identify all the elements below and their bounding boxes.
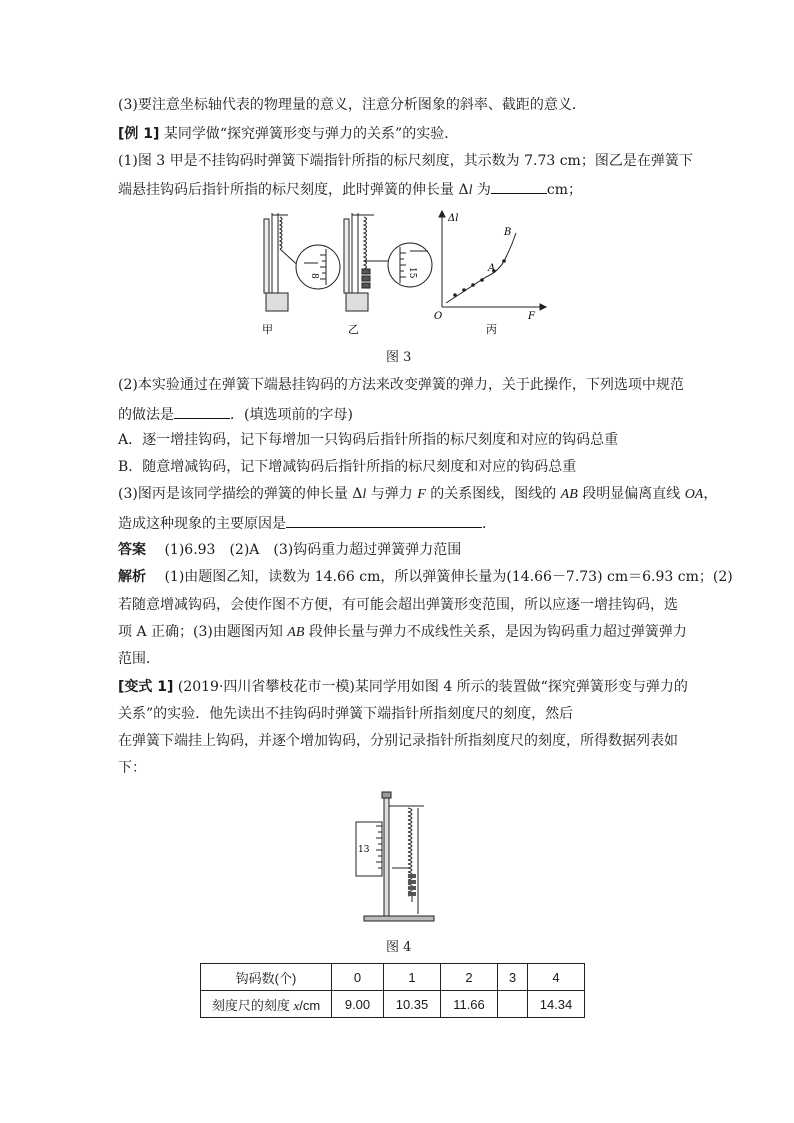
- graph-points: [453, 259, 506, 297]
- table-header-reading: [201, 991, 332, 1018]
- q3-var-l: l: [362, 487, 367, 502]
- figure-4-caption: 图 4: [386, 940, 412, 955]
- data-point: [453, 293, 457, 297]
- scale-reading-yi: 15: [407, 267, 417, 279]
- variant-1-line-2: 关系”的实验．他先读出不挂钩码时弹簧下端指针所指刻度尺的刻度，然后: [118, 706, 574, 722]
- variant-tag: [变式 1]: [118, 679, 174, 695]
- ruler-label: 13: [358, 845, 370, 855]
- q3-text-c: 的关系图线，图线的: [425, 486, 561, 502]
- hook-weights: [408, 874, 416, 896]
- apparatus-yi: [344, 213, 432, 311]
- table-cell: 10.35: [384, 991, 441, 1018]
- label-bing: 丙: [486, 323, 497, 336]
- table-cell: 11.66: [441, 991, 498, 1018]
- analysis-text-3a: 项 A 正确；(3)由题图丙知: [118, 624, 288, 640]
- q1-text-b: 为: [472, 182, 491, 198]
- q2-text-b: ．(填选项前的字母): [230, 407, 353, 423]
- data-point: [462, 288, 466, 292]
- table-header-count: 钩码数(个): [201, 964, 332, 991]
- analysis-line-3: [118, 623, 687, 642]
- answer-blank-2[interactable]: [174, 404, 230, 419]
- q2-text-a: 的做法是: [118, 407, 174, 423]
- answer-blank-3[interactable]: [286, 513, 482, 528]
- example-tag: [例 1]: [118, 126, 160, 142]
- apparatus-jia: [264, 213, 340, 311]
- q3-text-e: ，: [703, 486, 718, 502]
- table-cell: 14.34: [528, 991, 585, 1018]
- analysis-var-AB: AB: [287, 625, 305, 640]
- q3-text-a: (3)图丙是该同学描绘的弹簧的伸长量 Δ: [118, 486, 363, 502]
- analysis-label: 解析: [118, 569, 146, 585]
- q3-var-OA: OA: [684, 487, 704, 502]
- question-2-line-2: [118, 404, 353, 424]
- table-row: [201, 991, 585, 1018]
- y-axis-label: Δl: [448, 213, 459, 224]
- scale-reading-jia: 8: [309, 273, 319, 279]
- q1-var-l: l: [468, 183, 473, 198]
- y-axis-arrow: [439, 211, 445, 217]
- question-3-line-1: [118, 485, 717, 504]
- option-a: A．逐一增挂钩码，记下每增加一只钩码后指针所指的标尺刻度和对应的钩码总重: [118, 432, 619, 448]
- q3-line2-text-b: ．: [482, 516, 496, 532]
- data-table: [200, 963, 585, 1018]
- figure-4: [350, 788, 444, 930]
- example-1-intro: [118, 125, 458, 143]
- q1-text-a: 端悬挂钩码后指针所指的标尺刻度，此时弹簧的伸长量 Δ: [118, 182, 469, 198]
- figure-3: [250, 205, 550, 345]
- q3-var-F: F: [417, 487, 426, 502]
- q1-text-c: cm；: [546, 182, 583, 198]
- example-intro-text: 某同学做“探究弹簧形变与弹力的关系”的实验．: [163, 126, 459, 142]
- variant-text-1: (2019·四川省攀枝花市一模)某同学用如图 4 所示的装置做“探究弹簧形变与弹力的: [177, 679, 688, 695]
- x-axis-label: F: [528, 311, 535, 322]
- question-1-line-1: (1)图 3 甲是不挂钩码时弹簧下端指针所指的标尺刻度，其示数为 7.73 cm；图乙是在弹簧下: [118, 153, 693, 169]
- question-1-line-2: [118, 179, 582, 200]
- data-point: [480, 278, 484, 282]
- analysis-text-3b: 段伸长量与弹力不成线性关系，是因为钩码重力超过弹簧弹力: [304, 624, 687, 640]
- analysis-line-4: 范围．: [118, 651, 160, 667]
- reading-header-text: 刻度尺的刻度: [211, 997, 294, 1013]
- label-jia: 甲: [262, 323, 273, 336]
- answer-text: (1)6.93 (2)A (3)钩码重力超过弹簧弹力范围: [164, 542, 462, 558]
- table-cell: 3: [498, 964, 528, 991]
- table-cell: 0: [332, 964, 384, 991]
- variant-1-line-3: 在弹簧下端挂上钩码，并逐个增加钩码，分别记录指针所指刻度尺的刻度，所得数据列表如: [118, 733, 678, 749]
- q3-text-d: 段明显偏离直线: [577, 486, 685, 502]
- table-row: [201, 964, 585, 991]
- data-point: [471, 283, 475, 287]
- data-point: [502, 259, 506, 263]
- label-yi: 乙: [348, 323, 359, 336]
- table-cell: 9.00: [332, 991, 384, 1018]
- table-cell: 4: [528, 964, 585, 991]
- answer-label: 答案: [118, 542, 146, 558]
- curve-OAB: [446, 233, 516, 303]
- analysis-line-1: [118, 568, 733, 586]
- answer-line: [118, 541, 461, 559]
- note-3: (3)要注意坐标轴代表的物理量的意义，注意分析图象的斜率、截距的意义．: [118, 97, 586, 113]
- question-2-line-1: (2)本实验通过在弹簧下端悬挂钩码的方法来改变弹簧的弹力，关于此操作，下列选项中规范: [118, 377, 684, 393]
- figure-3-caption: 图 3: [386, 350, 412, 365]
- table-cell-empty[interactable]: [498, 991, 528, 1018]
- analysis-text-1: (1)由题图乙知，读数为 14.66 cm，所以弹簧伸长量为(14.66－7.73) cm＝6.93 cm；(2): [164, 569, 733, 585]
- q3-text-b: 与弹力: [366, 486, 418, 502]
- analysis-line-2: 若随意增减钩码，会使作图不方便，有可能会超出弹簧形变范围，所以应逐一增挂钩码，选: [118, 597, 678, 613]
- variant-1-line-4: 下：: [118, 760, 146, 776]
- base: [364, 916, 434, 921]
- question-3-line-2: [118, 513, 496, 533]
- reading-header-var: x: [293, 997, 300, 1013]
- q3-line2-text-a: 造成这种现象的主要原因是: [118, 516, 286, 532]
- answer-blank-1[interactable]: [491, 179, 547, 194]
- table-cell: 1: [384, 964, 441, 991]
- point-B-label: B: [504, 227, 512, 238]
- q3-var-AB: AB: [560, 487, 578, 502]
- reading-header-unit: /cm: [299, 997, 321, 1013]
- stand-pole: [384, 794, 389, 916]
- x-axis-arrow: [540, 304, 546, 310]
- option-b: B．随意增减钩码，记下增减钩码后指针所指的标尺刻度和对应的钩码总重: [118, 459, 577, 475]
- point-A-label: A: [488, 263, 496, 274]
- variant-1-line-1: [118, 678, 688, 696]
- table-cell: 2: [441, 964, 498, 991]
- origin-label: O: [434, 311, 443, 322]
